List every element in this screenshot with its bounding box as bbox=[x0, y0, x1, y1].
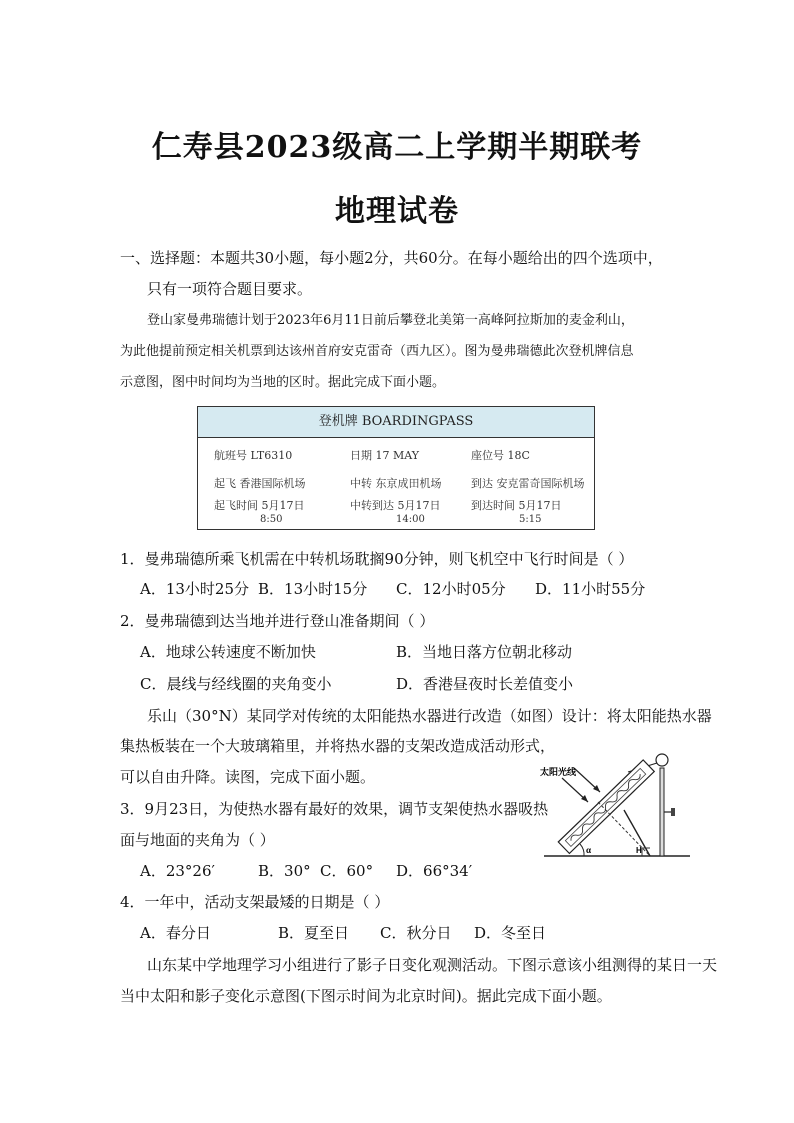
q1-option-c: C．12小时05分 bbox=[396, 580, 506, 598]
passage2-line2: 集热板装在一个大玻璃箱里，并将热水器的支架改造成活动形式， bbox=[120, 737, 556, 755]
passage1-line3: 示意图，图中时间均为当地的区时。据此完成下面小题。 bbox=[120, 375, 446, 390]
angle-arc bbox=[580, 844, 584, 856]
q1-option-d: D．11小时55分 bbox=[535, 580, 646, 598]
h-label: H bbox=[636, 846, 642, 855]
bp-flight: 航班号 LT6310 bbox=[214, 449, 293, 462]
support-post bbox=[660, 768, 664, 856]
bp-transfer: 中转 东京成田机场 bbox=[350, 477, 442, 490]
q1-option-b: B．13小时15分 bbox=[258, 580, 368, 598]
page-title: 仁寿县2023级高二上学期半期联考 bbox=[151, 130, 643, 165]
alpha-label: α bbox=[586, 845, 592, 855]
q3-option-c: C．60° bbox=[320, 862, 374, 880]
bp-arrive-time-label: 到达时间 5月17日 bbox=[471, 499, 562, 512]
passage1-line1: 登山家曼弗瑞德计划于2023年6月11日前后攀登北美第一高峰阿拉斯加的麦金利山， bbox=[147, 313, 634, 328]
boarding-pass bbox=[197, 406, 595, 530]
q3-stem: 3．9月23日，为使热水器有最好的效果，调节支架使热水器吸热 bbox=[120, 800, 549, 818]
section-heading: 一、选择题：本题共30小题，每小题2分，共60分。在每小题给出的四个选项中， bbox=[120, 249, 663, 267]
q4-option-a: A．春分日 bbox=[140, 924, 211, 942]
bp-transfer-time-label: 中转到达 5月17日 bbox=[350, 499, 441, 512]
bp-arrive-time: 5:15 bbox=[519, 514, 542, 525]
bp-seat: 座位号 18C bbox=[471, 449, 530, 462]
pulley-icon bbox=[656, 754, 668, 766]
passage1-line2: 为此他提前预定相关机票到达该州首府安克雷奇（西九区）。图为曼弗瑞德此次登机牌信息 bbox=[120, 344, 634, 359]
q4-option-b: B．夏至日 bbox=[278, 924, 350, 942]
bp-arrive: 到达 安克雷奇国际机场 bbox=[471, 477, 585, 490]
passage3-line1: 山东某中学地理学习小组进行了影子日变化观测活动。下图示意该小组测得的某日一天 bbox=[147, 956, 718, 974]
bp-date: 日期 17 MAY bbox=[350, 449, 420, 462]
passage2-line3: 可以自由升降。读图，完成下面小题。 bbox=[120, 768, 376, 786]
q3-option-d: D．66°34′ bbox=[396, 862, 473, 880]
q2-option-a: A．地球公转速度不断加快 bbox=[140, 643, 316, 661]
q2-option-d: D．香港昼夜时长差值变小 bbox=[396, 675, 574, 693]
q3-stem-cont: 面与地面的夹角为（ ） bbox=[120, 831, 275, 849]
solar-heater-figure bbox=[538, 752, 698, 864]
q2-option-b: B．当地日落方位朝北移动 bbox=[396, 643, 573, 661]
q2-option-c: C．晨线与经线圈的夹角变小 bbox=[140, 675, 332, 693]
passage2-line1: 乐山（30°N）某同学对传统的太阳能热水器进行改造（如图）设计：将太阳能热水器 bbox=[147, 707, 712, 725]
bp-transfer-time: 14:00 bbox=[396, 514, 425, 525]
bp-depart: 起飞 香港国际机场 bbox=[214, 477, 306, 490]
q3-option-a: A．23°26′ bbox=[140, 862, 215, 880]
q3-option-b: B．30° bbox=[258, 862, 311, 880]
handle-knob bbox=[671, 808, 675, 816]
section-heading-cont: 只有一项符合题目要求。 bbox=[147, 280, 313, 298]
q4-option-d: D．冬至日 bbox=[474, 924, 547, 942]
passage3-line2: 当中太阳和影子变化示意图(下图示时间为北京时间)。据此完成下面小题。 bbox=[120, 987, 612, 1005]
boarding-pass-title: 登机牌 BOARDINGPASS bbox=[198, 407, 594, 438]
q2-stem: 2．曼弗瑞德到达当地并进行登山准备期间（ ） bbox=[120, 612, 435, 630]
q4-stem: 4．一年中，活动支架最矮的日期是（ ） bbox=[120, 893, 390, 911]
bp-depart-time-label: 起飞时间 5月17日 bbox=[214, 499, 305, 512]
q4-option-c: C．秋分日 bbox=[380, 924, 452, 942]
q1-option-a: A．13小时25分 bbox=[140, 580, 250, 598]
sunlight-label: 太阳光线 bbox=[540, 767, 577, 777]
q1-stem: 1．曼弗瑞德所乘飞机需在中转机场耽搁90分钟，则飞机空中飞行时间是（ ） bbox=[120, 550, 634, 568]
page-subtitle: 地理试卷 bbox=[335, 194, 459, 229]
bp-depart-time: 8:50 bbox=[260, 514, 283, 525]
